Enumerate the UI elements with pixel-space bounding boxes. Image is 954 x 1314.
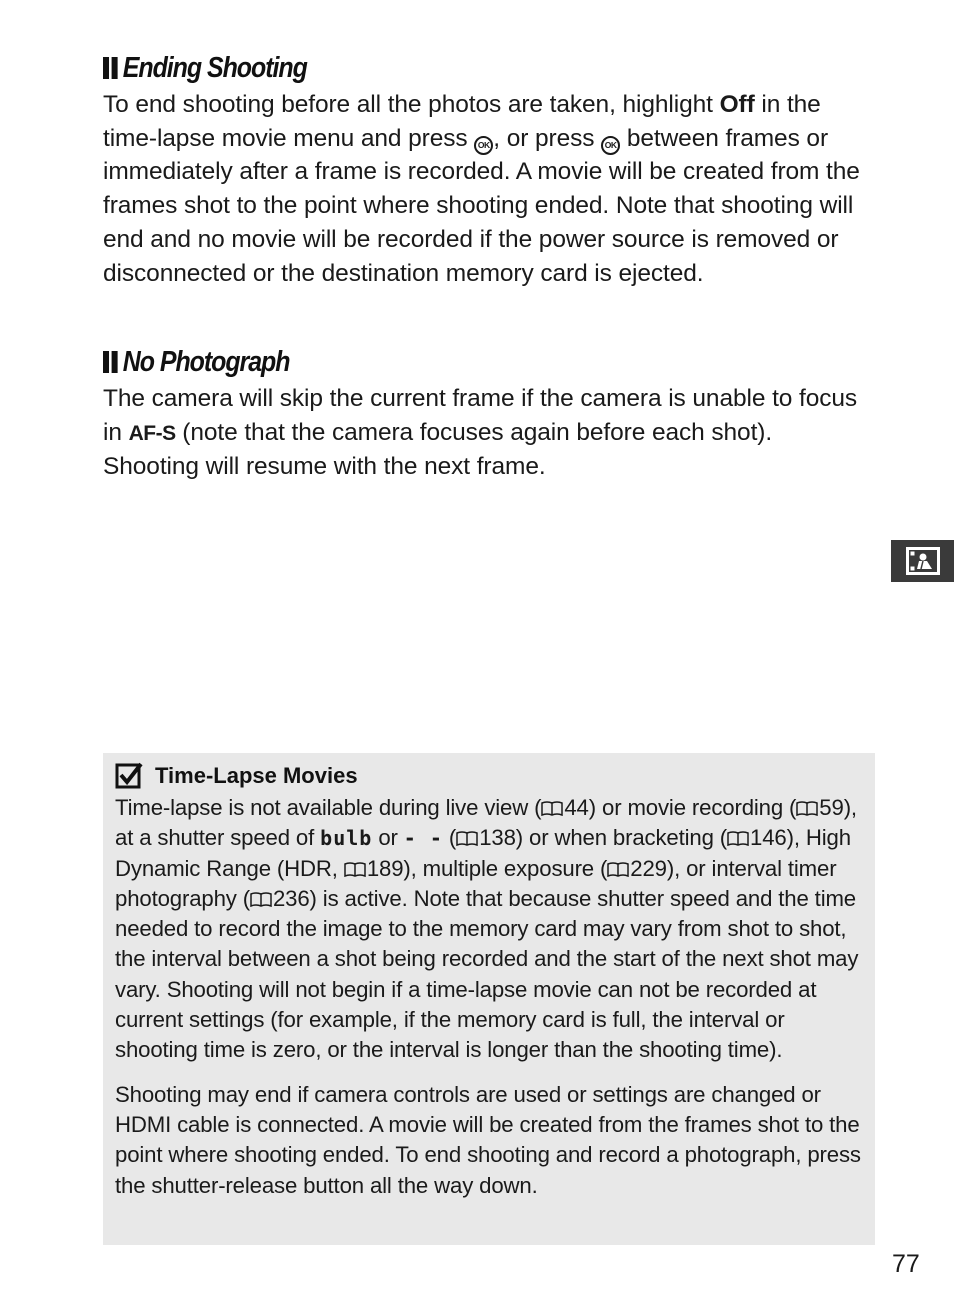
paragraph bbox=[103, 382, 873, 484]
text-run: ), or interval timer photography ( bbox=[115, 855, 837, 911]
page-reference-icon bbox=[456, 831, 478, 846]
note-title-text: Time-Lapse Movies bbox=[155, 763, 358, 788]
page-reference-icon bbox=[541, 801, 563, 816]
page-reference-icon bbox=[796, 801, 818, 816]
note-paragraph: Shooting may end if camera controls are used or settings are changed or HDMI cable is connected. A movie will be created from the frames shot to the point where shooting ended. To end shooting and record a photograph, press the shutter-release button all the way down. bbox=[115, 1081, 861, 1198]
page-reference: 229 bbox=[630, 855, 667, 881]
page-reference-icon bbox=[607, 862, 629, 877]
text-run: ), multiple exposure ( bbox=[403, 855, 608, 881]
text-run: ), High Dynamic Range (HDR, bbox=[115, 825, 851, 881]
page-number: 77 bbox=[892, 1250, 920, 1278]
heading-text: No Photograph bbox=[122, 345, 290, 378]
text-run: (note that the camera focuses again before each shot). Shooting will resume with the next frame. bbox=[103, 418, 773, 481]
menu-option-off: Off bbox=[719, 91, 755, 118]
chapter-tab bbox=[891, 540, 954, 582]
page-reference-icon bbox=[250, 892, 272, 907]
paragraph bbox=[103, 88, 873, 290]
text-run: ) is active. Note that because shutter speed and the time needed to record the image to the memory card may vary from shot to shot, the interval between a shot being recorded and the start of the next shot may vary. Shooting will not begin if a time-lapse movie can not be recorded at current settings (for example, if the memory card is full, the interval or shooting time is zero, or the interval is longer than the shooting time). bbox=[115, 885, 859, 1063]
text-run: in the time-lapse movie menu and press bbox=[103, 91, 821, 152]
note-title bbox=[115, 759, 863, 793]
af-s-mode-label: AF-S bbox=[128, 421, 176, 445]
time-lcd-label: - - bbox=[403, 826, 443, 851]
text-run: ) or movie recording ( bbox=[588, 795, 797, 820]
section-heading bbox=[103, 342, 765, 382]
ok-button-icon: OK bbox=[601, 136, 620, 155]
text-run: To end shooting before all the photos are taken, highlight bbox=[103, 91, 720, 118]
heading-marker-icon bbox=[103, 351, 118, 373]
note-paragraph bbox=[115, 793, 863, 1066]
page-reference-icon bbox=[344, 862, 366, 877]
page-reference: 138 bbox=[479, 825, 516, 851]
movie-mode-icon bbox=[906, 547, 940, 575]
bulb-lcd-label: bulb bbox=[320, 826, 373, 851]
page-reference: 59 bbox=[819, 795, 844, 820]
section-ending-shooting bbox=[103, 48, 873, 290]
heading-text: Ending Shooting bbox=[122, 51, 307, 84]
page-reference: 44 bbox=[564, 795, 589, 820]
text-run: ) or when bracketing ( bbox=[515, 825, 728, 851]
page-reference-icon bbox=[727, 831, 749, 846]
section-no-photograph bbox=[103, 342, 873, 484]
text-run: The camera will skip the current frame if the camera is unable to focus in bbox=[103, 385, 858, 446]
note-box bbox=[103, 753, 875, 1245]
text-run: ), at a shutter speed of bbox=[115, 795, 857, 851]
heading-marker-icon bbox=[103, 57, 118, 79]
text-run: between frames or immediately after a frame is recorded. A movie will be created from the frames shot to the point where shooting ended. Note that shooting will end and no movie will be recorded if the power source is removed or disconnected or the destination memory card is ejected. bbox=[103, 124, 860, 287]
checkmark-icon bbox=[115, 762, 143, 790]
page-reference: 146 bbox=[750, 825, 787, 851]
text-run: , or press bbox=[493, 124, 602, 152]
page-reference: 236 bbox=[272, 885, 310, 911]
page-reference: 189 bbox=[366, 855, 404, 881]
ok-button-icon: OK bbox=[474, 136, 493, 155]
text-run: or bbox=[372, 825, 404, 851]
section-heading bbox=[103, 48, 765, 88]
text-run: Time-lapse is not available during live view ( bbox=[115, 795, 542, 820]
text-run: ( bbox=[442, 825, 457, 851]
